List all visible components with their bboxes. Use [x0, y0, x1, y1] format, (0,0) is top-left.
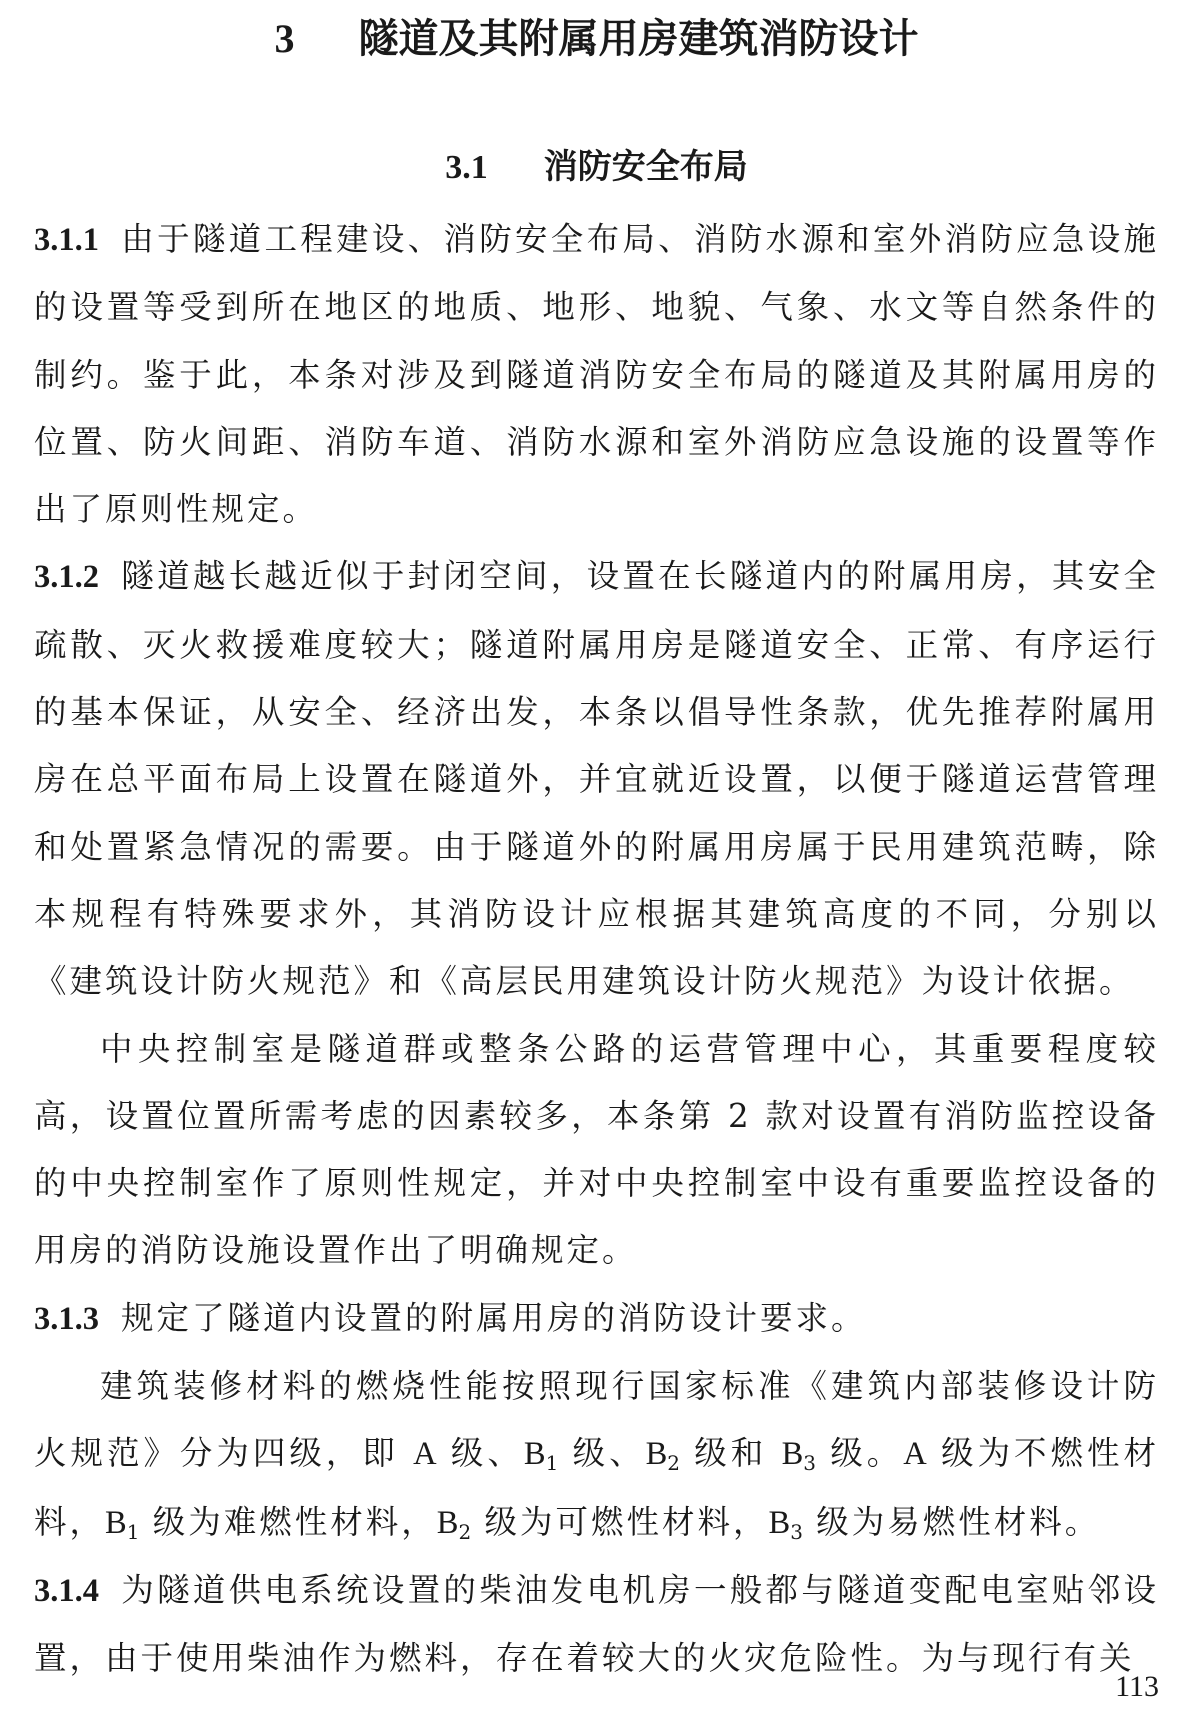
body-text	[34, 206, 1159, 1693]
paragraph: 中央控制室是隧道群或整条公路的运营管理中心，其重要程度较高，设置位置所需考虑的因素较多，本条第 2 款对设置有消防监控设备的中央控制室作了原则性规定，并对中央控制室中设有重要监控设备的用房的消防设施设置作出了明确规定。	[34, 1029, 1159, 1270]
clause-text: 规定了隧道内设置的附属用房的消防设计要求。	[121, 1298, 867, 1337]
page-number: 113	[1115, 1670, 1159, 1703]
chapter-heading	[34, 10, 1159, 68]
clause-number: 3.1.2	[34, 559, 99, 596]
clause-text: 为隧道供电系统设置的柴油发电机房一般都与隧道变配电室贴邻设置，由于使用柴油作为燃料，存在着较大的火灾危险性。为与现行有关	[34, 1570, 1159, 1678]
clause-number: 3.1.3	[34, 1300, 99, 1337]
section-number: 3.1	[445, 149, 488, 186]
paragraph-grades: 建筑装修材料的燃烧性能按照现行国家标准《建筑内部装修设计防火规范》分为四级，即 A 级、$B_1$ 级、$B_2$ 级和 $B_3$ 级。A 级为不燃性材料，$B_1$ 级为难燃性材料，$B_2$ 级为可燃性材料，$B_3$ 级为易燃性材料。	[34, 1367, 1159, 1544]
clause-3-1-3	[34, 1285, 1159, 1353]
clause-3-1-4	[34, 1557, 1159, 1693]
clause-3-1-1	[34, 206, 1159, 543]
clause-text: 隧道越长越近似于封闭空间，设置在长隧道内的附属用房，其安全疏散、灭火救援难度较大；隧道附属用房是隧道安全、正常、有序运行的基本保证，从安全、经济出发，本条以倡导性条款，优先推荐附属用房在总平面布局上设置在隧道外，并宜就近设置，以便于隧道运营管理和处置紧急情况的需要。由于隧道外的附属用房属于民用建筑范畴，除本规程有特殊要求外，其消防设计应根据其建筑高度的不同，分别以《建筑设计防火规范》和《高层民用建筑设计防火规范》为设计依据。	[34, 557, 1159, 1001]
section-heading	[34, 142, 1159, 193]
chapter-number: 3	[274, 16, 295, 61]
clause-number: 3.1.1	[34, 222, 99, 258]
clause-text: 由于隧道工程建设、消防安全布局、消防水源和室外消防应急设施的设置等受到所在地区的地质、地形、地貌、气象、水文等自然条件的制约。鉴于此，本条对涉及到隧道消防安全布局的隧道及其附属用房的位置、防火间距、消防车道、消防水源和室外消防应急设施的设置等作出了原则性规定。	[34, 220, 1159, 529]
section-title: 消防安全布局	[543, 147, 748, 187]
document-page	[34, 0, 1159, 1732]
clause-3-1-2	[34, 543, 1159, 1015]
chapter-title: 隧道及其附属用房建筑消防设计	[358, 16, 919, 62]
clause-number: 3.1.4	[34, 1572, 99, 1609]
